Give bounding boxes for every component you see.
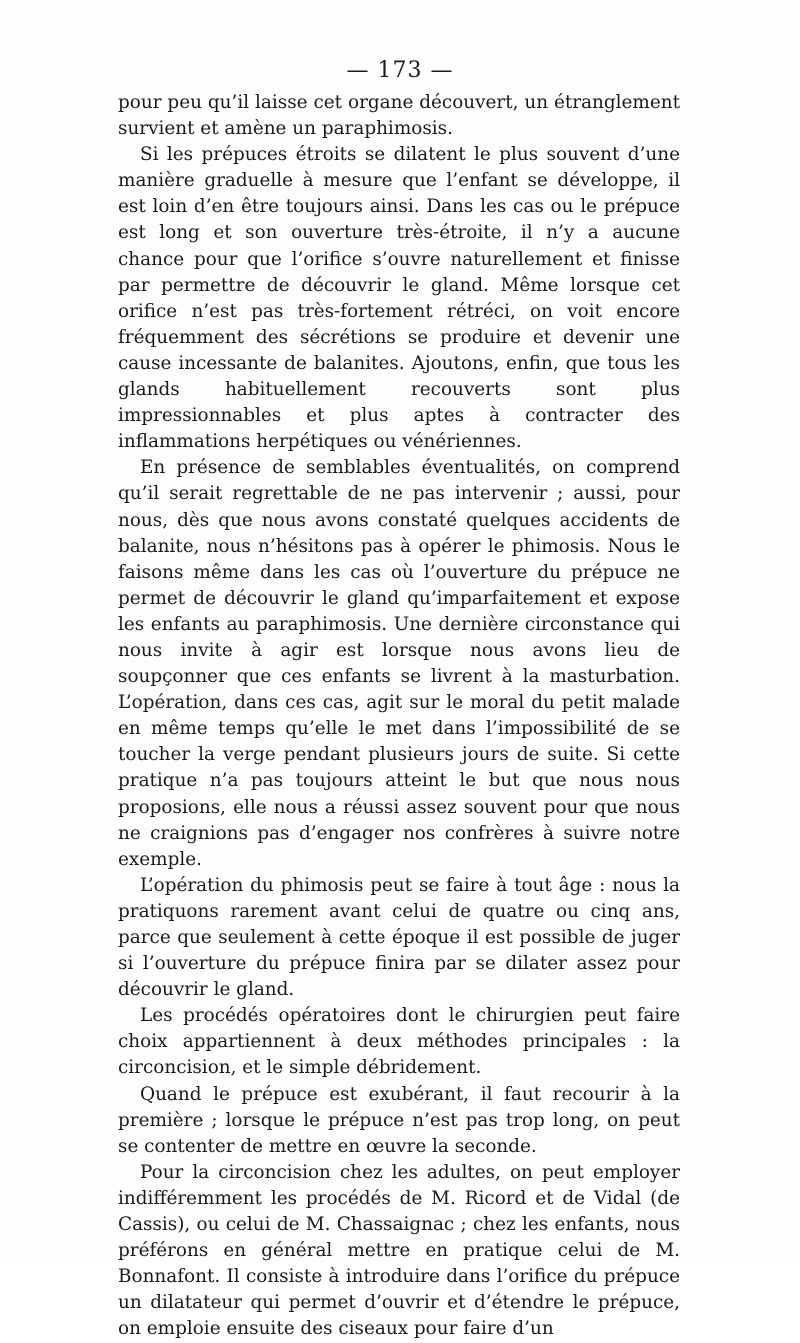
paragraph: Si les prépuces étroits se dilatent le plus souvent d’une manière graduelle à mesure que l’enfant se développe, il est loin d’en être toujours ainsi. Dans les cas ou le prépuce est long et son ouverture très-étroite, il n’y a aucune chance pour que l’orifice s’ouvre naturellement et finisse par permettre de découvrir le gland. Même lorsque cet orifice n’est pas très-fortement rétréci, on voit encore fréquemment des sécrétions se produire et devenir une cause incessante de balanites. Ajoutons, enfin, que tous les glands habituellement recouverts sont plus impressionnables et plus aptes à contracter des inflammations herpétiques ou vénériennes. [118, 144, 680, 453]
paragraph: L’opération du phimosis peut se faire à tout âge : nous la pratiquons rarement avant celui de quatre ou cinq ans, parce que seulement à cette époque il est possible de juger si l’ouverture du prépuce finira par se dilater assez pour découvrir le gland. [118, 874, 680, 1001]
body-text [118, 90, 680, 1343]
paragraph: Pour la circoncision chez les adultes, on peut employer indifféremment les procédés de M. Ricord et de Vidal (de Cassis), ou celui de M. Chassaignac ; chez les enfants, nous préférons en général mettre en pratique celui de M. Bonnafont. Il consiste à introduire dans l’orifice du prépuce un dilatateur qui permet d’ouvrir et d’étendre le prépuce, on emploie ensuite des ciseaux pour faire d’un [118, 1161, 680, 1340]
page-number: — 173 — [346, 58, 454, 83]
paragraph: Quand le prépuce est exubérant, il faut recourir à la première ; lorsque le prépuce n’est pas trop long, on peut se contenter de mettre en œuvre la seconde. [118, 1083, 680, 1157]
paragraph: Les procédés opératoires dont le chirurgien peut faire choix appartiennent à deux méthodes principales : la circoncision, et le simple débridement. [118, 1005, 680, 1079]
paragraph-continuation: pour peu qu’il laisse cet organe découvert, un étranglement survient et amène un paraphimosis. [118, 92, 680, 140]
paragraph: En présence de semblables éventualités, on comprend qu’il serait regrettable de ne pas intervenir ; aussi, pour nous, dès que nous avons constaté quelques accidents de balanite, nous n’hésitons pas à opérer le phimosis. Nous le faisons même dans les cas où l’ouverture du prépuce ne permet de découvrir le gland qu’imparfaitement et expose les enfants au paraphimosis. Une dernière circonstance qui nous invite à agir est lorsque nous avons lieu de soupçonner que ces enfants se livrent à la masturbation. L’opération, dans ces cas, agit sur le moral du petit malade en même temps qu’elle le met dans l’impossibilité de se toucher la verge pendant plusieurs jours de suite. Si cette pratique n’a pas toujours atteint le but que nous nous proposions, elle nous a réussi assez souvent pour que nous ne craignions pas d’engager nos confrères à suivre notre exemple. [118, 457, 680, 870]
